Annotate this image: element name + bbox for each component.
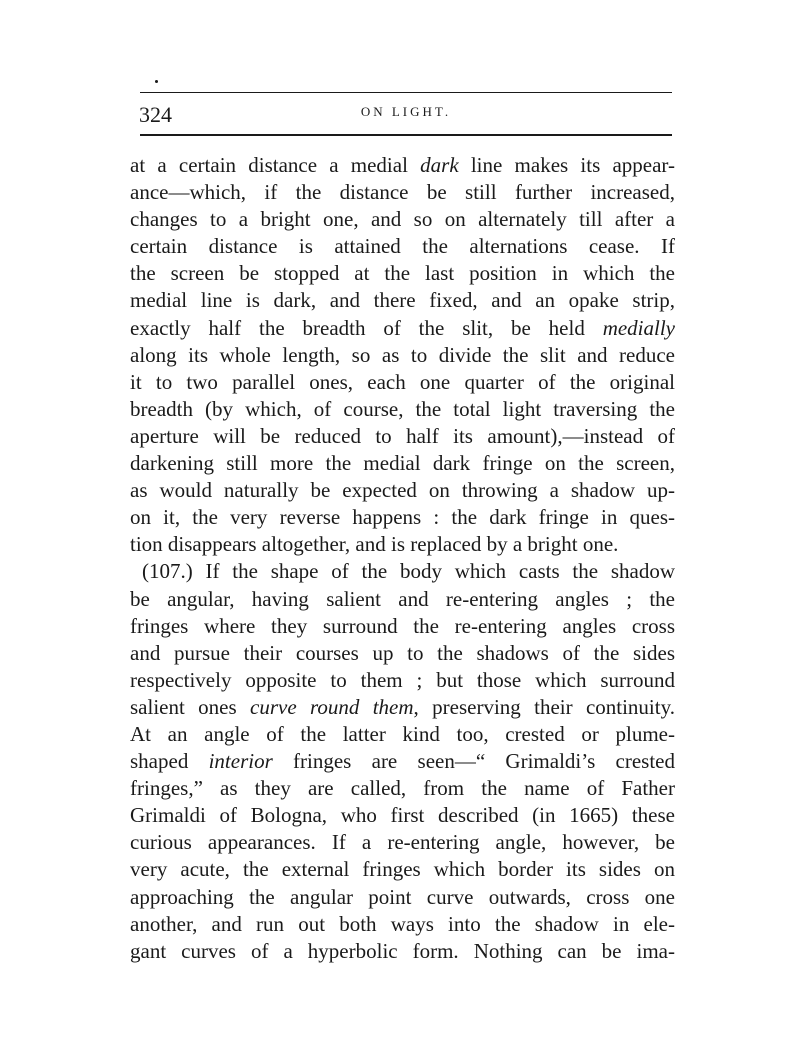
text-line: at a certain distance a medial dark line makes its appear- — [130, 153, 675, 177]
text-line: along its whole length, so as to divide the slit and reduce — [130, 342, 675, 367]
body-text — [130, 152, 675, 965]
print-speck — [155, 80, 158, 83]
text-line: At an angle of the latter kind too, crested or plume- — [130, 721, 675, 746]
text-line: changes to a bright one, and so on alternately till after a — [130, 207, 675, 232]
text-line: the screen be stopped at the last position in which the — [130, 261, 675, 286]
text-line: and pursue their courses up to the shadows of the sides — [130, 640, 675, 665]
text-line: as would naturally be expected on throwing a shadow up- — [130, 478, 675, 503]
text-line: fringes,” as they are called, from the name of Father — [130, 776, 675, 801]
text-line: fringes where they surround the re-entering angles cross — [130, 613, 675, 638]
paragraph-start-line: (107.) If the shape of the body which casts the shadow — [142, 559, 675, 584]
page-number: 324 — [139, 102, 172, 127]
text-line: certain distance is attained the alternations cease. If — [130, 234, 675, 259]
text-line: on it, the very reverse happens : the dark fringe in ques- — [130, 505, 675, 530]
text-line: it to two parallel ones, each one quarter of the original — [130, 369, 675, 394]
text-line: medial line is dark, and there fixed, and an opake strip, — [130, 288, 675, 313]
header-rule-top — [140, 92, 672, 93]
text-line: exactly half the breadth of the slit, be held medially — [130, 315, 675, 340]
text-line: gant curves of a hyperbolic form. Nothing can be ima- — [130, 938, 675, 963]
text-line: salient ones curve round them, preserving their continuity. — [130, 694, 675, 719]
header-rule-bottom — [140, 134, 672, 136]
text-line: ance—which, if the distance be still further increased, — [130, 180, 675, 205]
text-line: be angular, having salient and re-entering angles ; the — [130, 586, 675, 611]
text-line: very acute, the external fringes which border its sides on — [130, 857, 675, 882]
text-line: breadth (by which, of course, the total light traversing the — [130, 396, 675, 421]
text-line: Grimaldi of Bologna, who first described (in 1665) these — [130, 803, 675, 828]
text-line: another, and run out both ways into the shadow in ele- — [130, 911, 675, 936]
text-line: shaped interior fringes are seen—“ Grimaldi’s crested — [130, 749, 675, 774]
text-line: approaching the angular point curve outwards, cross one — [130, 884, 675, 909]
text-line: tion disappears altogether, and is replaced by a bright one. — [130, 532, 619, 557]
text-line: aperture will be reduced to half its amount),—instead of — [130, 423, 675, 448]
text-line: respectively opposite to them ; but those which surround — [130, 667, 675, 692]
text-line: darkening still more the medial dark fringe on the screen, — [130, 451, 675, 476]
text-line: curious appearances. If a re-entering angle, however, be — [130, 830, 675, 855]
running-head: ON LIGHT. — [360, 104, 452, 119]
